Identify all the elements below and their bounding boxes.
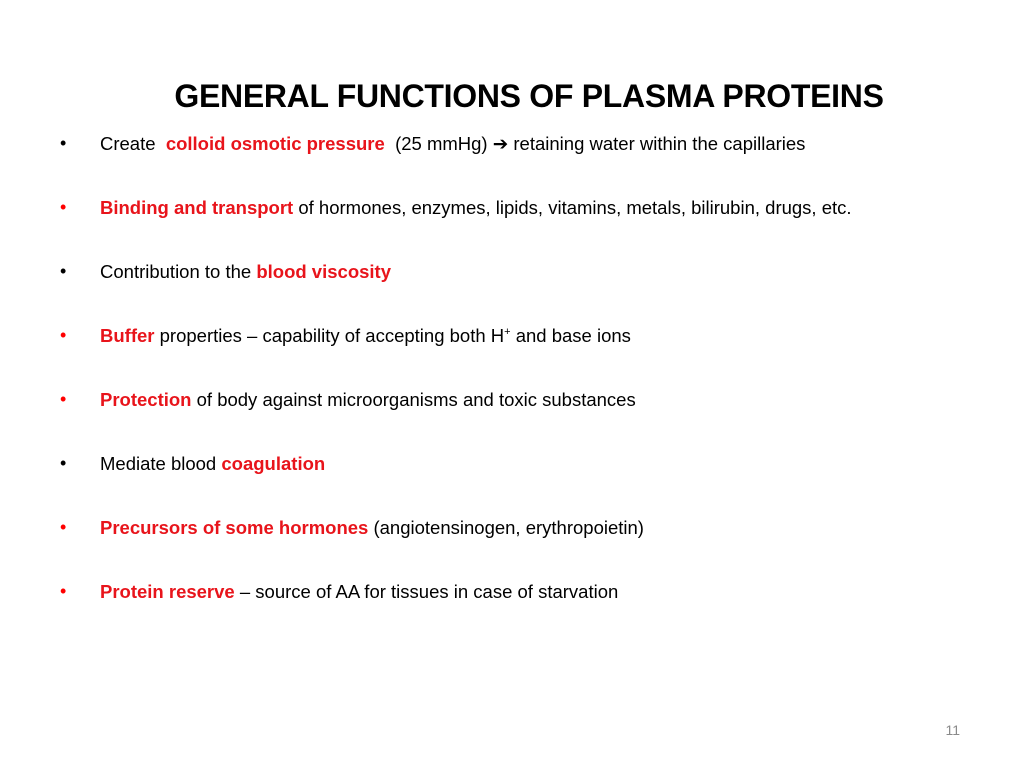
bullet-highlight: coagulation: [221, 453, 326, 474]
bullet-text-post: of hormones, enzymes, lipids, vitamins, metals, bilirubin, drugs, etc.: [293, 197, 852, 218]
bullet-marker: •: [60, 389, 67, 409]
bullet-text-post: – source of AA for tissues in case of starvation: [234, 581, 619, 602]
bullet-text-post: of body against microorganisms and toxic substances: [191, 389, 636, 410]
bullet-buffer: [56, 322, 956, 349]
bullet-text-mid: (25 mmHg): [395, 133, 488, 154]
bullet-highlight: blood viscosity: [256, 261, 391, 282]
bullet-highlight: Precursors of some hormones: [100, 517, 369, 538]
arrow-right-icon: ➔: [492, 133, 509, 154]
bullet-text-pre: Contribution to the: [100, 261, 257, 282]
bullet-marker: •: [60, 325, 67, 345]
slide-title: GENERAL FUNCTIONS OF PLASMA PROTEINS: [174, 78, 884, 114]
bullet-highlight: colloid osmotic pressure: [165, 133, 385, 154]
bullet-marker: •: [60, 133, 67, 153]
bullet-text-pre: Create: [100, 133, 156, 154]
bullet-text-pre: properties – capability of accepting both H: [154, 325, 505, 346]
bullet-marker: •: [60, 197, 67, 217]
bullet-list: [56, 130, 956, 642]
bullet-marker: •: [60, 517, 67, 537]
bullet-text-post: (angiotensinogen, erythropoietin): [368, 517, 644, 538]
bullet-highlight: Binding and transport: [100, 197, 294, 218]
bullet-precursors-hormones: [56, 514, 956, 541]
page-number: 11: [945, 722, 960, 738]
bullet-highlight: Protein reserve: [100, 581, 235, 602]
bullet-binding-transport: [56, 194, 956, 221]
bullet-text-pre: Mediate blood: [100, 453, 222, 474]
bullet-blood-viscosity: [56, 258, 956, 285]
bullet-marker: •: [60, 453, 67, 473]
bullet-colloid-osmotic-pressure: [56, 130, 956, 157]
bullet-marker: •: [60, 261, 67, 281]
bullet-highlight: Buffer: [100, 325, 155, 346]
bullet-coagulation: [56, 450, 956, 477]
bullet-text-post: retaining water within the capillaries: [513, 133, 806, 154]
bullet-protein-reserve: [56, 578, 956, 605]
bullet-protection: [56, 386, 956, 413]
bullet-text-post: and base ions: [510, 325, 631, 346]
ion-superscript: +: [504, 326, 511, 338]
bullet-marker: •: [60, 581, 67, 601]
bullet-highlight: Protection: [100, 389, 192, 410]
